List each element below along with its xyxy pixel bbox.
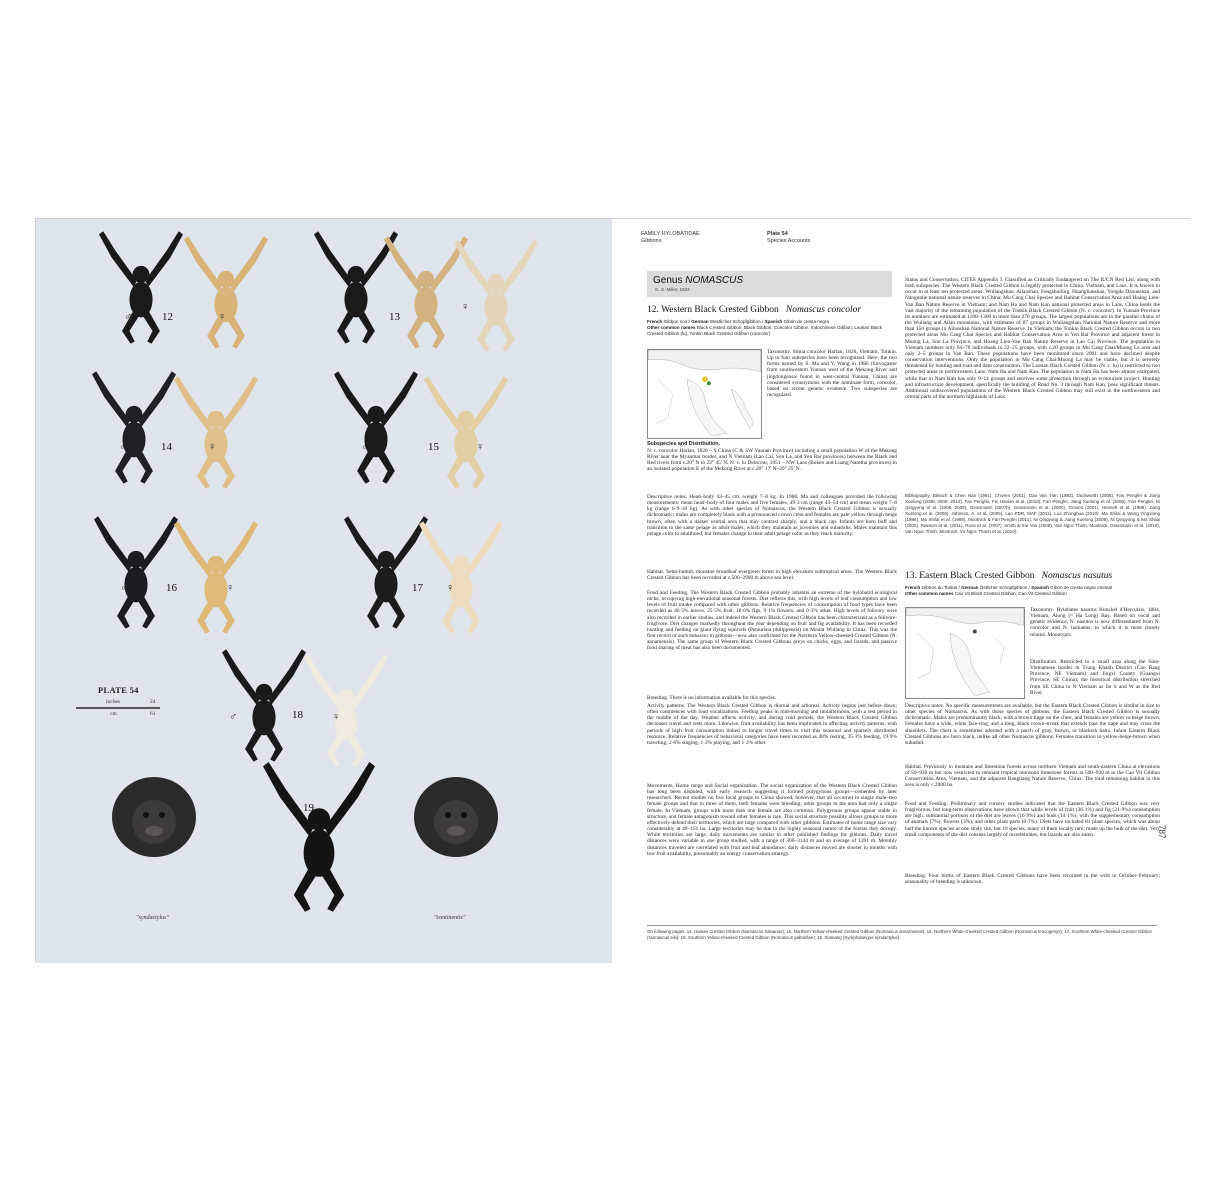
label-other: Other common names — [905, 591, 954, 597]
male-symbol: ♂ — [229, 711, 238, 723]
siamang-face-left — [112, 777, 196, 857]
page-footer-note: On following pages: 14. Hainan Crested Gibbon (Nomascus hainanus); 15. Northern Yellow-cheeked Crested Gibbon (Nomascus annamensis); 16. Northern White-cheeked Crested Gibbon (Nomascus leucogenys); 17. Southern White-cheeked Crested Gibbon (Nomascus siki); 18. Southern Yellow-cheeked Crested Gibbon (Nomascus gabriellae); 19. Siamang (Symphalangus syndactylus). — [647, 925, 1157, 941]
species-12-names: French Gibbon noir / German Westlicher Schopfgibbon / Spanish Gibón de cresta negra Other common names Black Crested Gibbon, Black Gibbon, Concolor Gibbon, Indochinese Gibbon; Laotian Black Crested Gibbon (lu), Tonkin Black Crested Gibbon (concolor) — [647, 319, 882, 337]
female-symbol: ♀ — [461, 301, 470, 313]
name-french: Gibbon noir — [663, 319, 688, 324]
label-german: German — [691, 319, 709, 324]
page-number: 787 — [1157, 825, 1167, 839]
name-german: Östlicher Schopfgibbon — [979, 585, 1028, 590]
name-spanish: Gibón de cresta negra oriental — [1050, 585, 1113, 590]
scale-label: inches — [106, 699, 121, 705]
plate-scale — [76, 697, 160, 719]
gibbon-male-13 — [314, 231, 398, 343]
species-12-movements: Movements, Home range and Social organization. The social organization of the Western Black Crested Gibbon has long been disputed, with early research suggesting it formed polygynous groups—cemented by later researchers. Recent studies on five focal groups in China showed, however, that all occurred in single male–two female groups and that in three of them, both females were breeding; other groups in the area had only a single female. In Vietnam, groups with more than one female are also common. Polygynous groups appear stable in structure, and female antagonism toward other females is rare. This social structure possibly allows groups to more effectively defend their territories, which are large compared with other gibbons. Estimates of home range size vary considerably at 49–151 ha. Large territories may be due to the highly seasonal nature of the forests they occupy. While territories are large, daily movements are similar to other published findings for gibbons. Daily travel distances were variable in one group studied, with a range of 300–3144 m and an average of 1391 m. Monthly distances traveled are correlated with fruit and leaf abundance; daily distances moved are shorter in months with low fruit availability, presumably an energy conservation strategy. — [647, 783, 897, 857]
header-section: Species Accounts — [767, 238, 811, 244]
gibbon-male-12 — [99, 231, 183, 343]
male-symbol: ♂ — [381, 582, 390, 594]
species-12-activity: Activity patterns. The Western Black Crested Gibbon is diurnal and arboreal. Activity begins just before dawn; often commences with loud vocalizations. Feeding peaks in mid-morning and midafternoon, with a rest period in the middle of the day. Weather affects activity, and during cold periods, the Western Black Crested Gibbon decreases travel and rests more. Likewise, fruit availability has been implicated in affecting activity patterns, with periods of high fruit consumption linked to longer travel times to visit this seasonal and sparsely distributed resource. Relative frequencies of behavioral categories have been recorded as 40% resting, 35·1% feeding, 19·9% traveling, 2·6% singing, 1·2% playing, and 1·2% other. — [647, 703, 897, 746]
gibbon-female-18 — [304, 654, 388, 766]
species-12-status: Status and Conservation. CITES Appendix I. Classified as Critically Endangered on The IUCN Red List, along with both subspecies. The Western Black Crested Gibbon is legally protected in China, Vietnam, and Laos. It is known to occur in at least ten protected areas: Wuliangshan, Ailaoshan, Fengshuiling, Huanglianshan, Yongde Daxueshan, and Nangunhe national nature reserves in China; Mu Cang Chai Species and Habitat Conservation Area and Hoang Lien-Van Ban Nature Reserve in Vietnam; and Nam Ha and Nam Kan national protected areas in Laos. China holds the vast majority of the remaining population of the Tonkin Black Crested Gibbon (N. c. concolor). In Yunnan Province its numbers are estimated at 1100–1300 in more than 270 groups. The largest populations are in the parallel chains of the Wuliang and Ailao mountains, with estimates of 87 groups in Wuliangshan National Nature Reserve and more than 150 groups in Ailaoshan National Nature Reserve. In Vietnam, the Tonkin Black Crested Gibbon occurs in two protected areas Mu Cang Chai Species and Habitat Conservation Area in Yen Bai Province and adjacent forest in Muong La, Son La Province, and Hoang Lien-Van Ban Nature Reserve in Lao Cai Province. The population in Vietnam numbers only 64–70 individuals in 22–25 groups, with c.20 groups in Mu Cang Chai/Muong La area and only 2–5 groups in Van Ban. These populations have been monitored since 2001 and have declined despite conservation interventions. Only the population in Mu Cang Chai/Muong La may be viable, but it is severely threatened by hunting and road and dam construction. The Laotian Black Crested Gibbon (N. c. lu) is restricted to two protected areas in northwestern Laos: Nam Ha and Nam Kan. The population in Nam Ha has been almost extirpated, while that in Nam Kan has only 9–14 groups and receives some protection through an ecotourism project. Hunting and infrastructure development, specifically the building of Road No. 3 through Nam Kan, pose significant threats. Additional undiscovered populations of the Western Black Crested Gibbon may still exist in the northwestern and central parts of the northern highlands of Laos. — [905, 277, 1160, 400]
genus-name: NOMASCUS — [685, 275, 744, 286]
running-header-left — [641, 231, 700, 245]
label-french: French — [905, 585, 921, 590]
face-left-caption: "syndactylus" — [136, 915, 170, 921]
name-spanish: Gibón de cresta negra — [783, 319, 830, 324]
gibbon-male-17 — [344, 516, 428, 628]
plate-number-14: 14 — [161, 441, 172, 453]
running-header-right — [767, 231, 810, 245]
label-german: German — [961, 585, 979, 590]
label-french: French — [647, 319, 663, 324]
species-13-habitat: Habitat. Previously in montane and limestone forests across northern Vietnam and south-eastern China at elevations of 50–930 m but now restricted to remnant tropical monsoon limestone forests at 500–930 m in the Cao Vit Gibbon Conservation Area, Vietnam, and the adjacent Bangliang Nature Reserve, China. The total remaining habitat in this area is only c.2000 ha. — [905, 764, 1160, 789]
distribution-map-13 — [905, 607, 1025, 699]
genus-authority: G. S. Miller, 1933 — [655, 287, 690, 292]
label-spanish: Spanish — [764, 319, 783, 324]
siamang-19 — [263, 762, 375, 912]
gibbon-female-15 — [424, 376, 508, 488]
gibbon-male-16 — [94, 516, 178, 628]
gibbon-female-17 — [419, 521, 503, 633]
plate-number-15: 15 — [428, 441, 439, 453]
label-other: Other common names — [647, 325, 696, 331]
species-12-habitat: Habitat. Semi-humid, montane broadleaf evergreen forest in high elevation subtropical areas. The Western Black Crested Gibbon has been recorded at c.500–2900 m above sea level. — [647, 569, 897, 582]
female-symbol: ♀ — [476, 441, 485, 453]
male-symbol: ♂ — [346, 311, 355, 323]
scale-inches: 24 — [150, 699, 156, 705]
header-family: FAMILY HYLOBATIDAE — [641, 231, 700, 237]
gibbon-male-18 — [222, 649, 306, 761]
distribution-map-12 — [647, 349, 762, 439]
species-13-taxonomy: Taxonomy. Hylobates nasutus Kunckel d'Herculais, 1884, Vietnam, Along (= Ha Long) Bay. Based on vocal and genetic evidence, N. nasutus is now differentiated from N. concolor and N. hainanus, to which it is most closely related. Monotypic. — [1030, 607, 1160, 638]
species-13-food: Food and Feeding. Preliminary and cursory studies indicated that the Eastern Black Crested Gibbon was very frugivorous, but long-term observations have shown that while levels of fruit (36·1%) and fig (21·9%) consumption are high, substantial portions of the diet are leaves (16·9%) and buds (14·1%), with the supplementary consumption of animals (7%), flowers (3%), and other plant parts (0·7%). Diets have included 81 plant species, which was about half the known species at one study site, but 19 species, many of them locally rare, made up the bulk of the diet. Very small components of the diet consists largely of invertebrates, but lizards are also eaten. — [905, 801, 1160, 838]
species-13-scientific: Nomascus nasutus — [1041, 571, 1113, 581]
female-symbol: ♀ — [226, 582, 235, 594]
female-symbol: ♀ — [332, 711, 341, 723]
gibbon-female-12 — [184, 236, 268, 348]
book-spread — [35, 218, 1190, 962]
name-french: Gibbon du Tonkin — [921, 585, 958, 590]
gibbon-male-15 — [334, 371, 418, 483]
species-13-breeding: Breeding. Four births of Eastern Black Crested Gibbons have been recorded in the wild in October–February; seasonality of breeding is unknown. — [905, 873, 1160, 886]
species-13-descriptive: Descriptive notes. No specific measurements are available, but the Eastern Black Crested Gibbon is similar in size to other species of Nomascus. As with those species of gibbons, the Eastern Black Crested Gibbon is sexually dichromatic. Males are predominantly black, with a brown tinge on the chest, and females are yellow to beige brown. Females have a wide, white face-ring, and a long, black crown-streak that extends past the nape and may cross the shoulders. The chest is sometimes adorned with a patch of gray, brown, or blackish hairs. Infant Eastern Black Crested Gibbons are born black, unlike all other Nomascus gibbons. Females transition to yellow-beige-brown when subadult. — [905, 703, 1160, 746]
plate-title: PLATE 54 — [98, 685, 139, 695]
gibbon-female-14 — [174, 376, 258, 488]
species-12-food: Food and Feeding. The Western Black Crested Gibbon probably inhabits an extreme of the hylobatid ecological niche, occupying high-elevational seasonal forests. Diet reflects this, with high levels of leaf consumption and low levels of fruit intake compared with other gibbons. Relative frequencies of consumption of food types have been recorded as 46·5% leaves, 25·5% fruit, 18·6% figs, 9·1% flowers, and 0·3% other. High levels of folivory were also recorded in earlier studies, and indeed the Western Black Crested Gibbon has been characterized as a folivore-frugivore. Diet changes markedly throughout the year depending on fruit and fig availability. It has been recorded hunting and feeding on giant flying squirrels (Petaurista philippensis) on Mount Wuliang in China. This was the first record of such behavior in gibbons—now also confirmed for the Northern Yellow-cheeked Crested Gibbon (N. annamensis). The same group of Western Black Crested Gibbons preys on chicks, eggs, and lizards, and passive food sharing of meat has also been documented. — [647, 590, 897, 652]
text-page — [612, 219, 1191, 963]
plate-number-16: 16 — [166, 582, 177, 594]
species-12-subspecies-heading: Subspecies and Distribution. — [647, 441, 720, 447]
species-13-name: 13. Eastern Black Crested Gibbon — [905, 571, 1035, 581]
female-symbol: ♀ — [208, 441, 217, 453]
species-13-title — [905, 571, 1160, 581]
name-german: Westlicher Schopfgibbon — [709, 319, 761, 324]
male-symbol: ♂ — [124, 311, 133, 323]
label-spanish: Spanish — [1031, 585, 1049, 590]
species-12-descriptive: Descriptive notes. Head–body 43–45 cm; weight 7–8 kg. In 1988, Ma and colleagues provided the following measurements: mean head–body of four males and five females, 49·3 cm (range 43–54 cm) and mean weight 7–8 kg (range 6·9–10 kg). As with other species of Nomascus, the Western Black Crested Gibbon is sexually dichromatic; males are completely black with a pronounced crown crest and females are pale yellow through beige brown, often with a darker ventral area that may contrast sharply, and a black cap. Infants are born buff and transition to the same pelage as adult males, which they maintain as juveniles and subadults. Males maintain this pelage color to adulthood, but females change to their adult pelage color as they reach maturity. — [647, 494, 897, 537]
species-12-name: 12. Western Black Crested Gibbon — [647, 305, 779, 315]
gibbon-female-13 — [384, 236, 468, 348]
species-13-distribution: Distribution. Restricted to a small area along the Sino-Vietnamese border in Trung Khanh District (Cao Bang Province, NE Vietnam) and Jingxi County (Guangxi Province, SE China); the historical distribution stretched from SE China to N Vietnam as far S and W as the Red River. — [1030, 659, 1160, 696]
gibbon-male-14 — [92, 371, 176, 483]
header-plate: Plate 54 — [767, 231, 788, 237]
species-12-subspecies: N. c. concolor Harlan, 1826 – S China (C & SW Yunnan Province) including a small population W of the Mekong River near the Myanmar border, and N Vietnam (Lao Cai, Son La, and Yen Bai provinces) between the Black and Red rivers from c.20° N to 23° 45' N. N. c. lu Delacour, 1951 – NW Laos (Bokeo and Luang Namtha provinces) in an isolated population E of the Mekong River at c.20° 17' N–20° 25' N. — [647, 448, 897, 473]
female-symbol: ♀ — [218, 311, 227, 323]
name-other: Cao Vit Black Crested Gibbon, Cao Vit Crested Gibbon — [954, 591, 1067, 597]
plate-number-19: 19 — [303, 802, 314, 814]
species-12-breeding: Breeding. There is no information available for this species. — [647, 695, 777, 701]
species-13-names: French Gibbon du Tonkin / German Östlicher Schopfgibbon / Spanish Gibón de cresta negra oriental Other common names Cao Vit Black Crested Gibbon, Cao Vit Crested Gibbon — [905, 585, 1113, 597]
scale-cm-label: cm — [110, 711, 117, 717]
plate-number-17: 17 — [412, 582, 423, 594]
species-12-title — [647, 305, 897, 315]
genus-box — [647, 271, 892, 297]
plate-number-12: 12 — [162, 311, 173, 323]
gibbon-female-13b — [454, 239, 538, 351]
header-family-sub: Gibbons — [641, 238, 662, 244]
plate-number-18: 18 — [292, 709, 303, 721]
siamang-face-right — [414, 777, 498, 857]
scale-cm: 61 — [150, 711, 156, 717]
male-symbol: ♂ — [119, 441, 128, 453]
male-symbol: ♂ — [361, 441, 370, 453]
genus-title — [653, 275, 743, 286]
species-12-taxonomy: Taxonomy. Simia concolor Harlan, 1826, Vietnam, Tonkin. Up to four subspecies have been recognized. Here, the two forms named by S. Ma and Y. Wang in 1986 (furvogaster from southwestern Yunnan west of the Mekong River and jingdongensis found in west-central Yunnan, China) are considered synonymous with the nominate form, concolor, based on recent genetic evidence. Two subspecies are recognized. — [767, 349, 897, 399]
male-symbol: ♂ — [120, 582, 129, 594]
scale-bar — [76, 707, 160, 709]
plate-page — [36, 219, 612, 963]
gibbon-female-16 — [174, 521, 258, 633]
species-12-bibliography: Bibliography. Bleisch & Chen Nan (1991), Chivers (2001), Dao Van Tien (1983), Duckworth (2008), Fan Pengfei & Jiang Xuelong (2008, 2009, 2010), Fan Pengfei, Fei Hanlan et al. (2010), Fan Pengfei, Jiang Xuelong et al. (2006), Fan Pengfei, Ni Qingyong et al. (2008, 2009), Geissmann (2007b), Geissmann et al. (2000), Groves (2001), Heimeft et al. (1988), Jiang Xuelong et al. (2006), Johnson, A. et al. (2005), Lao PDR, MAF (2011), Luo Zhonghua (2010), Ma Shilai & Wang Yingxiang (1986), Ma Shilai et al. (1988), Mootnick & Fan Pengfei (2011), Ni Qingyong & Jiang Xuelong (2009), Ni Qingyong & Ma Shilai (2006), Rawson et al. (2011), Roos et al. (2007), Smith & Xie Yan (2008), Van Ngoc Thinh, Mootnick, Geissmann et al. (2010), Van Ngoc Thinh, Mootnick, Vu Ngoc Thanh et al. (2010). — [905, 493, 1160, 534]
female-symbol: ♀ — [446, 582, 455, 594]
face-right-caption: "continentis" — [434, 915, 466, 921]
genus-label: Genus — [653, 275, 683, 286]
species-12-scientific: Nomascus concolor — [785, 305, 862, 315]
plate-number-13: 13 — [389, 311, 400, 323]
name-other: Black Crested Gibbon, Black Gibbon, Concolor Gibbon, Indochinese Gibbon; Laotian Black Crested Gibbon (lu), Tonkin Black Crested Gibbon (concolor) — [647, 325, 882, 337]
